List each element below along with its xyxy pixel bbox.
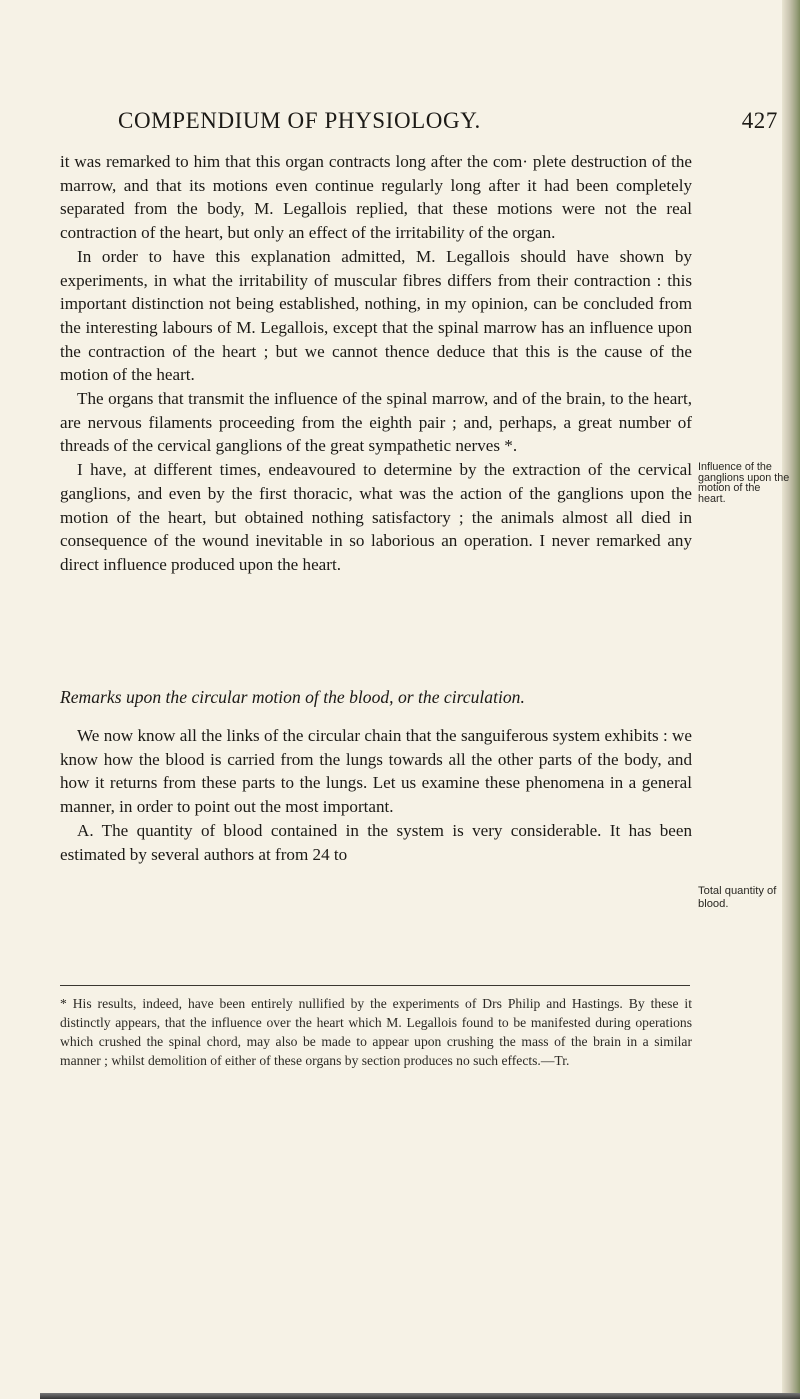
page-number: 427 [741, 108, 778, 133]
main-text-continued [60, 724, 692, 866]
page-spine-edge [782, 0, 800, 1399]
page-bottom-edge [40, 1393, 800, 1399]
margin-note: Total quantity of blood. [698, 885, 777, 910]
running-head: COMPENDIUM OF PHYSIOLOGY. [118, 108, 481, 133]
paragraph: The organs that transmit the influence of the spinal marrow, and of the brain, to the heart, are nervous filaments proceeding from the eighth pair ; and, perhaps, a great number of threads of the cervical ganglions of the great sympathetic nerves *. [60, 389, 692, 456]
paragraph: We now know all the links of the circular chain that the sanguiferous system exhibits : we know how the blood is carried from the lungs towards all the other parts of the body, and how it returns from these parts to the lungs. Let us examine these phenomena in a general manner, in order to point out the most important. [60, 726, 692, 817]
footnote: * His results, indeed, have been entirely nullified by the experiments of Drs Philip and Hastings. By these it distinctly appears, that the influence over the heart which M. Legallois found to be manifested during operations which crushed the spinal chord, may also be made to appear upon crushing the mass of the brain in a similar manner ; whilst demolition of either of these organs by section produces no such effects.—Tr. [60, 996, 692, 1068]
margin-note: Influence of the ganglions upon the motion of the heart. [698, 461, 790, 505]
footnote-rule [60, 985, 690, 986]
main-text [60, 150, 692, 577]
paragraph: it was remarked to him that this organ contracts long after the com· plete destruction of the marrow, and that its motions even continue regularly long after it had been completely separated from the body, M. Legallois replied, that these motions were not the real contraction of the heart, but only an effect of the irritability of the organ. [60, 152, 692, 243]
paragraph: In order to have this explanation admitted, M. Legallois should have shown by experiments, in what the irritability of muscular fibres differs from their contraction : this important distinction not being established, nothing, in my opinion, can be concluded from the interesting labours of M. Legallois, except that the spinal marrow has an influence upon the contraction of the heart ; but we cannot thence deduce that this is the cause of the motion of the heart. [60, 246, 692, 385]
page-header [118, 108, 778, 142]
section-heading: Remarks upon the circular motion of the blood, or the circulation. [60, 687, 525, 707]
paragraph: A. The quantity of blood contained in the system is very considerable. It has been estimated by several authors at from 24 to [60, 820, 692, 864]
paragraph: I have, at different times, endeavoured to determine by the extraction of the cervical ganglions, and even by the first thoracic, what was the action of the ganglions upon the motion of the heart, but obtained nothing satisfactory ; the animals almost all died in consequence of the wound inevitable in so laborious an operation. I never remarked any direct influence produced upon the heart. [60, 460, 692, 574]
